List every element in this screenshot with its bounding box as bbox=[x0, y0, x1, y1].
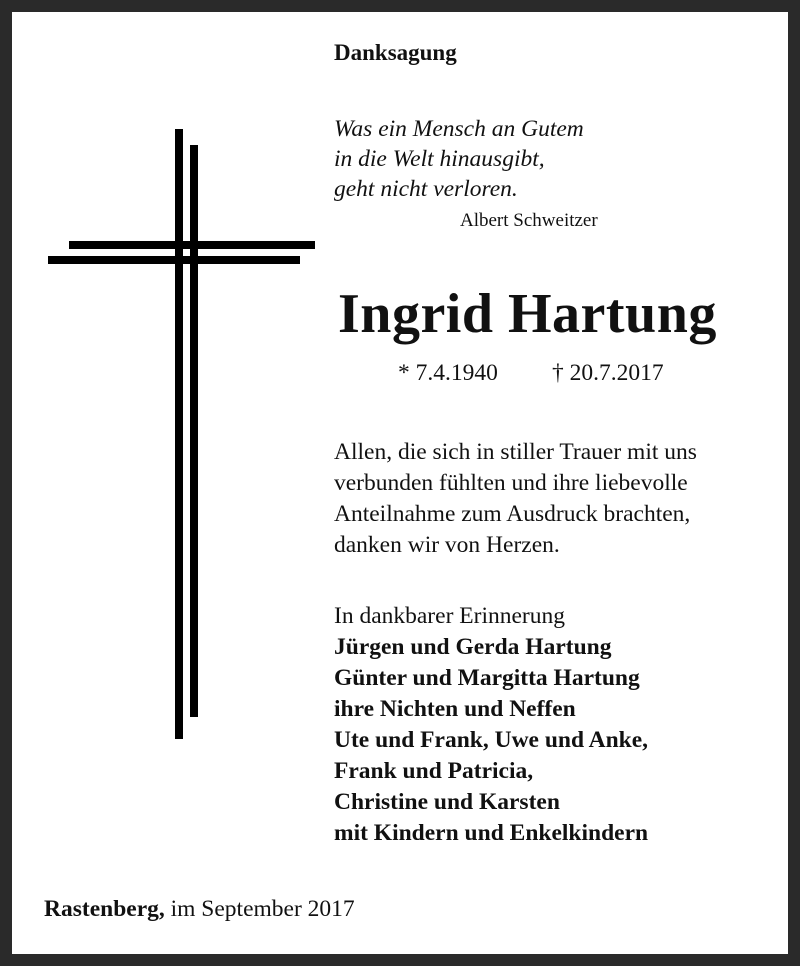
memory-label: In dankbarer Erinnerung bbox=[334, 603, 565, 629]
thanks-text bbox=[334, 437, 697, 561]
family-line: Frank und Patricia, bbox=[334, 758, 534, 784]
thanks-line: verbunden fühlten und ihre liebevolle bbox=[334, 470, 688, 496]
thanks-line: Allen, die sich in stiller Trauer mit uns bbox=[334, 439, 697, 465]
thanks-line: danken wir von Herzen. bbox=[334, 532, 560, 558]
quote bbox=[334, 114, 584, 204]
family-line: mit Kindern und Enkelkindern bbox=[334, 820, 649, 846]
family-line: Jürgen und Gerda Hartung bbox=[334, 634, 612, 660]
family-line: Christine und Karsten bbox=[334, 789, 560, 815]
family-line: Ute und Frank, Uwe und Anke, bbox=[334, 727, 649, 753]
quote-line: Was ein Mensch an Gutem bbox=[334, 116, 584, 142]
quote-author: Albert Schweitzer bbox=[460, 210, 598, 231]
footer-place-date bbox=[44, 896, 355, 923]
quote-line: in die Welt hinausgibt, bbox=[334, 146, 545, 172]
heading: Danksagung bbox=[334, 40, 457, 65]
death-date: † 20.7.2017 bbox=[552, 360, 664, 386]
thanks-line: Anteilnahme zum Ausdruck brachten, bbox=[334, 501, 691, 527]
obituary-notice bbox=[12, 12, 788, 954]
footer-place: Rastenberg, bbox=[44, 896, 165, 922]
family-line: ihre Nichten und Neffen bbox=[334, 696, 576, 722]
family-list bbox=[334, 632, 648, 849]
deceased-name: Ingrid Hartung bbox=[338, 283, 717, 345]
birth-date: * 7.4.1940 bbox=[398, 360, 498, 386]
quote-line: geht nicht verloren. bbox=[334, 176, 518, 202]
footer-date: im September 2017 bbox=[170, 896, 355, 922]
family-line: Günter und Margitta Hartung bbox=[334, 665, 640, 691]
